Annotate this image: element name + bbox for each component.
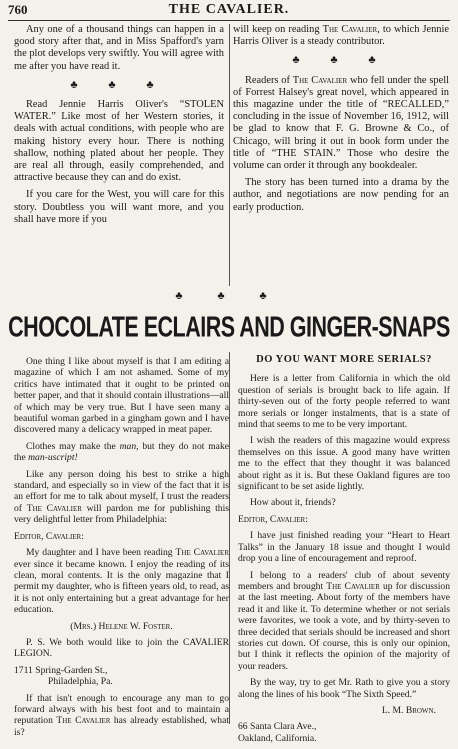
address-line: Oakland, California. [238,732,317,744]
letter-signature: L. M. Brown. [381,704,436,716]
letter-salutation: Editor, Cavalier: [238,513,308,525]
page-header [8,2,450,21]
bottom-right-column [238,352,450,749]
top-left-column [14,24,224,231]
address-line: 1711 Spring-Garden St., [14,664,108,676]
address-line: 66 Santa Clara Ave., [238,721,317,733]
paragraph: Readers of The Cavalier who fell under the spell of Forrest Halsey's great novel, which appeared in this magazine under the title of “RECALLED,” concluding in the issue of November 16, 1912, will be glad to know that F. G. Browne & Co., of Chicago, will bring it out in book form under the title of “THE STAIN.” Those who desire the volume can order it through any bookdealer. [233,74,449,172]
paragraph: Clothes may make the man, but they do not make the man-uscript! [14,440,229,464]
page-number: 760 [8,2,28,17]
paragraph: Read Jennie Harris Oliver's “STOLEN WATER.” Like most of her Western stories, it deals with actual conditions, with people who are making history every hour. There is nothing shallow, nothing plated about her people. They are real all through, easily comprehended, and attractive because they can and do exist. [14,99,224,184]
subsection-heading: DO YOU WANT MORE SERIALS? [256,354,432,365]
running-head: THE CAVALIER. [168,2,290,17]
column-rule [229,352,230,724]
letter-salutation: Editor, Cavalier: [14,530,84,542]
mid-divider: ♣ ♣ ♣ [175,290,283,302]
letter-body: By the way, try to get Mr. Rath to give you a story along the lines of his book “The Sixth Speed.” [238,677,450,700]
paragraph: I wish the readers of this magazine would express themselves on this issue. A good many have written me to the effect that they thought it was balanced about right as it is. But these Oakland figures are too significant to be set aside lightly. [238,435,450,493]
paragraph: will keep on reading The Cavalier, to which Jennie Harris Oliver is a steady contributor. [233,24,449,48]
paragraph: If that isn't enough to encourage any man to go forward always with his best foot and to maintain a reputation The Cavalier has already established, what is? [14,692,230,738]
section-title: CHOCOLATE ECLAIRS AND GINGER-SNAPS [8,311,450,344]
paragraph: The story has been turned into a drama by the author, and negotiations are now pending for an early production. [233,177,449,213]
section-divider: ♣ ♣ ♣ [292,54,390,67]
address-line: Philadelphia, Pa. [48,676,113,688]
letter-signature: (Mrs.) Helene W. Foster. [70,620,173,632]
postscript: P. S. We both would like to join the CAVALIER LEGION. [14,636,229,660]
section-divider: ♣ ♣ ♣ [70,78,168,91]
letter-body: I belong to a readers' club of about seventy members and brought The Cavalier up for discussion at the last meeting. About forty of the members have read it and like it. To determine whether or not serials were favorites, we took a vote, and by thirty-seven to three decided that serials should be increased and short stories cut down. Of course, this is only our opinion, but I think it reflects the opinion of the majority of your readers. [238,569,451,672]
paragraph: One thing I like about myself is that I am editing a magazine of which I am not ashamed. Some of my critics have intimated that it ought to be printed on better paper, and that it should contain illustrations—all of which may be very true. But I have seen many a beautiful woman garbed in a gingham gown and I have discovered many a delicacy wrapped in meat paper. [14,356,229,436]
paragraph: How about it, friends? [250,497,336,509]
paragraph: Like any person doing his best to strike a high standard, and especially so in view of the fact that it is an effort for me to talk about myself, I trust the readers of The Cavalier will pardon me for publishing this very delightful letter from Philadelphia: [14,468,229,526]
paragraph: Here is a letter from California in which the old question of serials is brought back to life again. If thirty-seven out of the forty people referred to want more serials or longer instalments, that is a state of mind that seems to me to be very important. [238,373,450,431]
top-right-column [233,24,449,219]
bottom-left-column [14,356,229,743]
letter-body: I have just finished reading your “Heart to Heart Talks” in the January 18 issue and thought I would drop you a line of encouragement and reproof. [238,530,450,565]
column-rule [229,24,230,286]
paragraph: Any one of a thousand things can happen in a good story after that, and in Miss Spafford's yarn the plot develops very swiftly. You will agree with me after you have read it. [14,24,224,72]
paragraph: If you care for the West, you will care for this story. Doubtless you will want more, and you shall have more if you [14,189,224,225]
letter-body: My daughter and I have been reading The Cavalier ever since it became known. I enjoy the reading of its clean, moral contents. It is the only magazine that I permit my daughter, who is fifteen years old, to read, as it is not only entertaining but a great advantage for her education. [14,547,229,616]
